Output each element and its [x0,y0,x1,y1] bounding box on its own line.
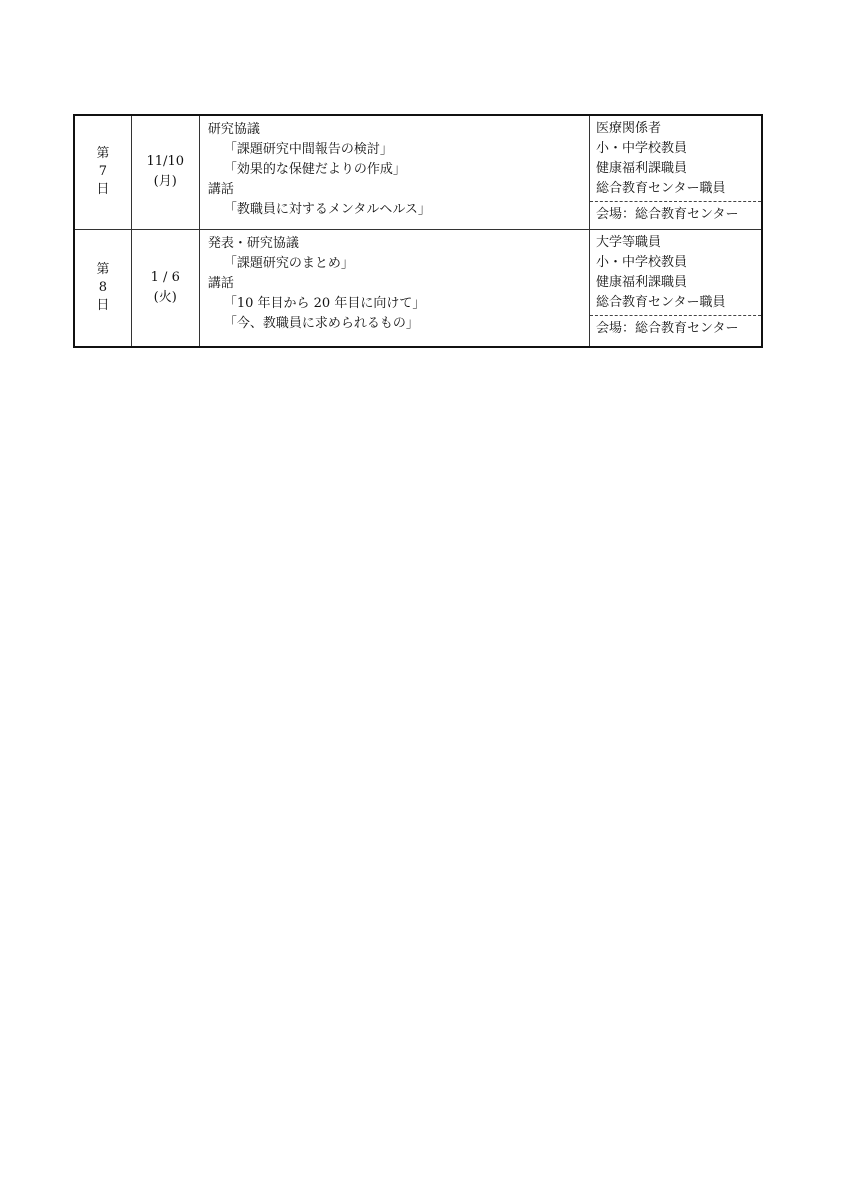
content-line: 「今、教職員に求められるもの」 [223,315,419,331]
venue-text: 会場：総合教育センター [595,320,739,336]
content-line: 「課題研究中間報告の検討」 [223,142,393,157]
content-line: 発表・研究協議 [207,235,299,251]
content-cell [199,115,589,229]
day-suffix: 日 [96,297,110,313]
date-cell [131,115,199,229]
staff-item: 総合教育センター職員 [595,181,726,196]
content-line: 「課題研究のまとめ」 [223,255,354,271]
staff-item: 医療関係者 [595,121,661,136]
weekday-text: (火) [153,289,177,305]
table-row [74,115,762,229]
staff-item: 小・中学校教員 [595,141,687,156]
day-number: 7 [98,164,107,180]
day-prefix: 第 [96,146,110,162]
content-line: 「効果的な保健だよりの作成」 [223,162,406,177]
weekday-text: (月) [153,174,177,190]
day-number: 8 [98,279,107,295]
staff-list [590,116,761,202]
day-prefix: 第 [96,261,110,277]
content-line: 講話 [207,275,234,291]
content-line: 研究協議 [207,122,260,137]
staff-item: 総合教育センター職員 [595,294,726,310]
staff-list [590,230,761,316]
content-line: 「10 年目から 20 年目に向けて」 [223,295,426,311]
content-line: 講話 [207,182,234,197]
staff-item: 大学等職員 [595,234,661,250]
schedule-table [73,114,763,348]
staff-item: 小・中学校教員 [595,254,687,270]
date-text: 11/10 [146,154,184,170]
staff-item: 健康福利課職員 [595,161,687,176]
staff-cell [589,115,762,229]
table-row [74,229,762,347]
day-number-cell [74,229,131,347]
venue-text: 会場：総合教育センター [595,207,739,222]
date-cell [131,229,199,347]
staff-cell [589,229,762,347]
day-suffix: 日 [96,182,110,198]
content-cell [199,229,589,347]
staff-item: 健康福利課職員 [595,274,687,290]
date-text: 1 / 6 [150,269,180,285]
content-line: 「教職員に対するメンタルヘルス」 [223,202,431,217]
day-number-cell [74,115,131,229]
